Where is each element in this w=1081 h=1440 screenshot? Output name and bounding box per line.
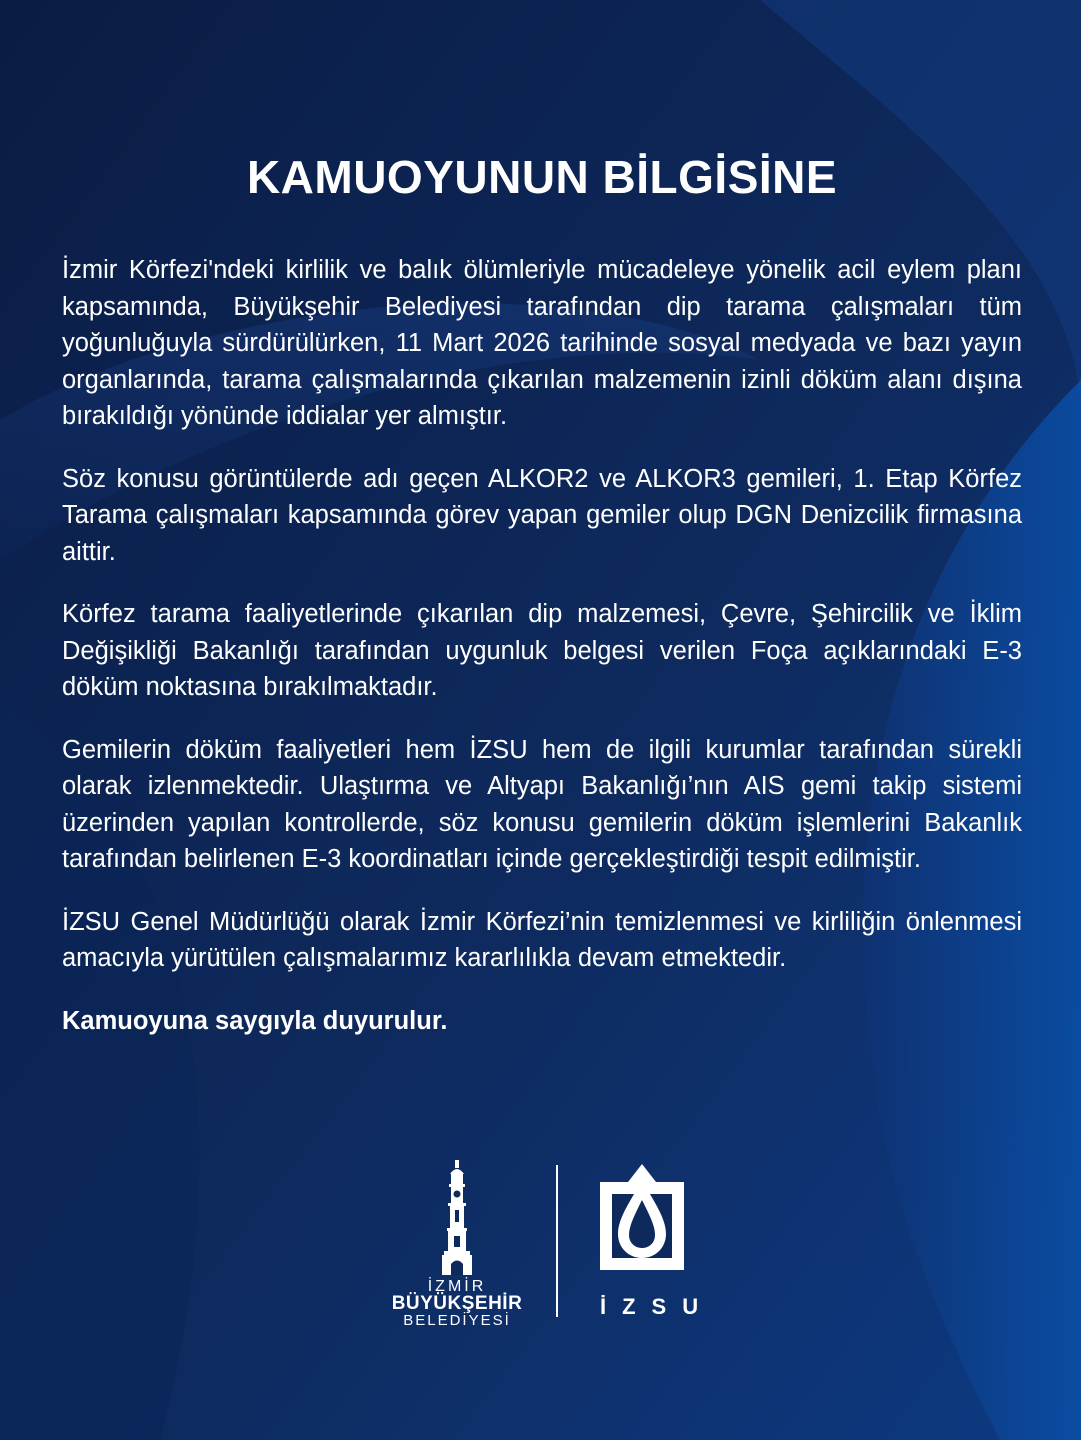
logo-divider	[556, 1165, 558, 1317]
izsu-name: İZSU	[600, 1294, 715, 1319]
footer-logos	[0, 1160, 1081, 1330]
closing-statement: Kamuoyuna saygıyla duyurulur.	[62, 1006, 448, 1035]
paragraph-2: Söz konusu görüntülerde adı geçen ALKOR2 ve ALKOR3 gemileri, 1. Etap Körfez Tarama çalışmaları kapsamında görev yapan gemiler olup DGN Denizcilik firmasına aittir.	[62, 464, 1022, 566]
page-title: KAMUOYUNUN BİLGİSİNE	[246, 151, 838, 203]
ibb-name-line-3: BELEDİYESİ	[403, 1312, 511, 1329]
clock-tower-icon	[436, 1160, 478, 1278]
water-drop-icon	[586, 1160, 698, 1284]
paragraph-1: İzmir Körfezi'ndeki kirlilik ve balık ölümleriyle mücadeleye yönelik acil eylem planı kapsamında, Büyükşehir Belediyesi tarafından dip tarama çalışmaları tüm yoğunluğuyla sürdürülürken, 11 Mart 2026 tarihinde sosyal medyada ve bazı yayın organlarında, tarama çalışmalarında çıkarılan malzemenin izinli döküm alanı dışına bırakıldığı yönünde iddialar yer almıştır.	[62, 256, 1022, 430]
ibb-name-line-1: İZMİR	[427, 1278, 487, 1295]
ibb-name-line-2: BÜYÜKŞEHİR	[391, 1293, 523, 1314]
izmir-buyuksehir-logo	[384, 1160, 530, 1329]
announcement-body	[62, 252, 1022, 1039]
izsu-logo	[586, 1160, 715, 1320]
paragraph-5: İZSU Genel Müdürlüğü olarak İzmir Körfezi’nin temizlenmesi ve kirliliğin önlenmesi amacıyla yürütülen çalışmalarımız kararlılıkla devam etmektedir.	[62, 907, 1022, 972]
paragraph-3: Körfez tarama faaliyetlerinde çıkarılan dip malzemesi, Çevre, Şehircilik ve İklim Değişikliği Bakanlığı tarafından uygunluk belgesi verilen Foça açıklarındaki E-3 döküm noktasına bırakılmaktadır.	[62, 600, 1022, 701]
paragraph-4: Gemilerin döküm faaliyetleri hem İZSU hem de ilgili kurumlar tarafından sürekli olarak izlenmektedir. Ulaştırma ve Altyapı Bakanlığı’nın AIS gemi takip sistemi üzerinden yapılan kontrollerde, söz konusu gemilerin döküm işlemlerini Bakanlık tarafından belirlenen E-3 koordinatları içinde gerçekleştirdiği tespit edilmiştir.	[62, 735, 1022, 873]
